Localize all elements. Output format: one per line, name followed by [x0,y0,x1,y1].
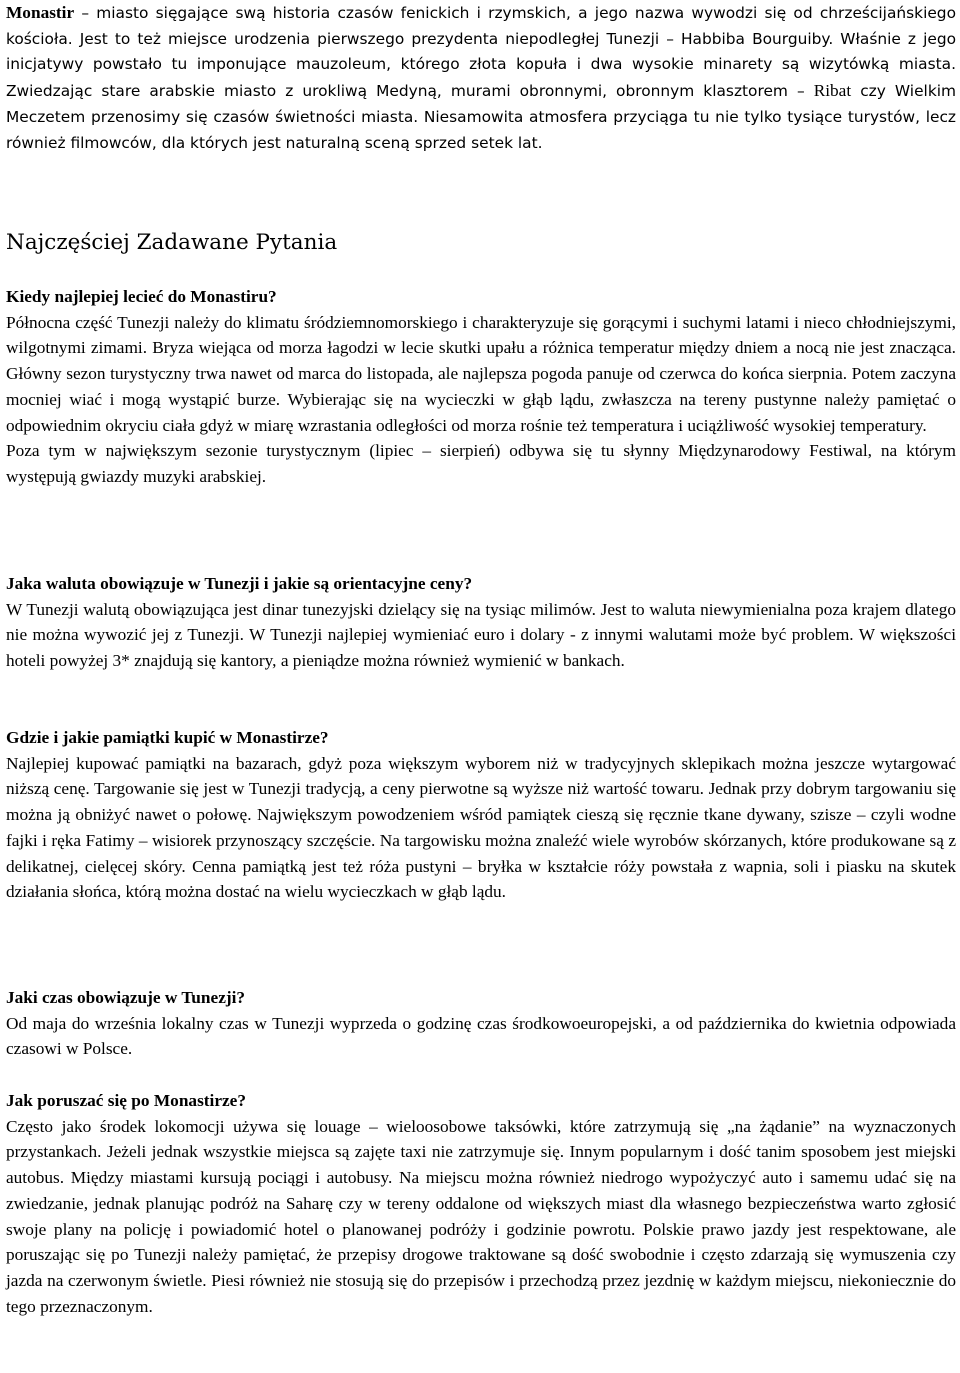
faq-answer: Północna część Tunezji należy do klimatu śródziemnomorskiego i charakteryzuje się gorącymi i suchymi latami i nieco chłodniejszymi, wilgotnymi zimami. Bryza wiejąca od morza łagodzi w lecie skutki upału a różnica temperatur między dniem a nocą nie jest znacząca. Główny sezon turystyczny trwa nawet od marca do listopada, ale najlepsza pogoda panuje od czerwca do końca sierpnia. Potem zaczyna mocniej wiać i mogą wystąpić burze. Wybierając się na wycieczki w głąb lądu, zwłaszcza na tereny pustynne należy pamiętać o odpowiednim okryciu ciała gdyż w miarę wzrastania odległości od morza rośnie też temperatura i uciążliwość wysokiej temperatury. [6,312,956,435]
faq-question: Jaka waluta obowiązuje w Tunezji i jakie są orientacyjne ceny? [6,574,473,593]
faq-question: Gdzie i jakie pamiątki kupić w Monastirze? [6,728,329,747]
faq-answer: Od maja do września lokalny czas w Tunezji wyprzeda o godzinę czas środkowoeuropejski, a od października do kwietnia odpowiada czasowi w Polsce. [6,1013,956,1059]
faq-question: Jaki czas obowiązuje w Tunezji? [6,988,246,1007]
faq-item [6,985,956,1062]
faq-answer: Najlepiej kupować pamiątki na bazarach, gdyż poza większym wyborem niż w tradycyjnych sklepikach można jeszcze wytargować niższą cenę. Targowanie się jest w Tunezji tradycją, a ceny pierwotne są wyższe niż wartość towaru. Jednak przy dobrym targowaniu się można ją obniżyć nawet o połowę. Największym powodzeniem wśród pamiątek cieszą się ręcznie tkane dywany, szisze – czyli wodne fajki i ręka Fatimy – wisiorek przynoszący szczęście. Na targowisku można znaleźć wiele wyrobów skórzanych, które produkowane są z delikatnej, cielęcej skóry. Cenna pamiątką jest też róża pustyni – bryłka w kształcie róży powstała z wapnia, soli i piasku na skutek działania słońca, którą można dostać na wielu wycieczkach w głąb lądu. [6,753,956,902]
intro-paragraph [6,0,956,156]
intro-lead: Monastir [6,3,75,22]
faq-answer-2: Poza tym w największym sezonie turystycznym (lipiec – sierpień) odbywa się tu słynny Międzynarodowy Festiwal, na którym występują gwiazdy muzyki arabskiej. [6,441,956,486]
faq-item [6,725,956,905]
faq-item [6,571,956,674]
faq-question: Jak poruszać się po Monastirze? [6,1091,246,1110]
intro-text-1: – miasto sięgające swą historia czasów fenickich i rzymskich, a jego nazwa wywodzi się od chrześcijańskiego kościoła. Jest to też miejsce urodzenia pierwszego prezydenta niepodległej Tunezji – Habbiba Bourguiby. Właśnie z jego inicjatywy powstało tu imponujące mauzoleum, którego złota kopuła i dwa wysokie minarety są wizytówką miasta. Zwiedzając stare arabskie miasto z urokliwą Medyną, murami obronnymi, obronnym klasztorem – [6,4,956,101]
faq-answer: Często jako środek lokomocji używa się louage – wieloosobowe taksówki, które zatrzymują się „na żądanie” na wyznaczonych przystankach. Jeżeli jednak wszystkie miejsca są zajęte taxi nie zatrzymuje się. Innym popularnym i dość tanim sposobem jest miejski autobus. Między miastami kursują pociągi i autobusy. Na miejscu można również niedrogo wypożyczyć auto i samemu udać się na zwiedzanie, jednak planując podróż na Saharę czy w tereny oddalone od większych miast dla własnego bezpieczeństwa warto zgłosić swoje plany na policję i powiadomić hotel o planowanej podróży i godzinie powrotu. Polskie prawo jazdy jest respektowane, ale poruszając się po Tunezji należy pamiętać, że przepisy drogowe traktowane są dość swobodnie i często zdarzają się wymuszenia czy jazda na czerwonym świetle. Piesi również nie stosują się do przepisów i przechodzą przez jezdnię w każdym miejscu, niekoniecznie do tego przeznaczonym. [6,1116,956,1316]
faq-heading: Najczęściej Zadawane Pytania [6,230,338,255]
faq-item [6,1088,956,1319]
intro-text-2: czy Wielkim Meczetem przenosimy się czasów świetności miasta. Niesamowita atmosfera przyciąga tu nie tylko tysiące turystów, lecz również filmowców, dla których jest naturalną sceną sprzed setek lat. [6,82,956,152]
faq-answer: W Tunezji walutą obowiązująca jest dinar tunezyjski dzielący się na tysiąc milimów. Jest to waluta niewymienialna poza krajem dlatego nie można wywozić jej z Tunezji. W Tunezji najlepiej wymieniać euro i dolary - z innymi walutami może być problem. W większości hoteli powyżej 3* znajdują się kantory, a pieniądze można również wymienić w bankach. [6,599,956,671]
faq-question: Kiedy najlepiej lecieć do Monastiru? [6,287,277,306]
intro-ribat: Ribat [813,81,852,101]
faq-item [6,284,956,490]
